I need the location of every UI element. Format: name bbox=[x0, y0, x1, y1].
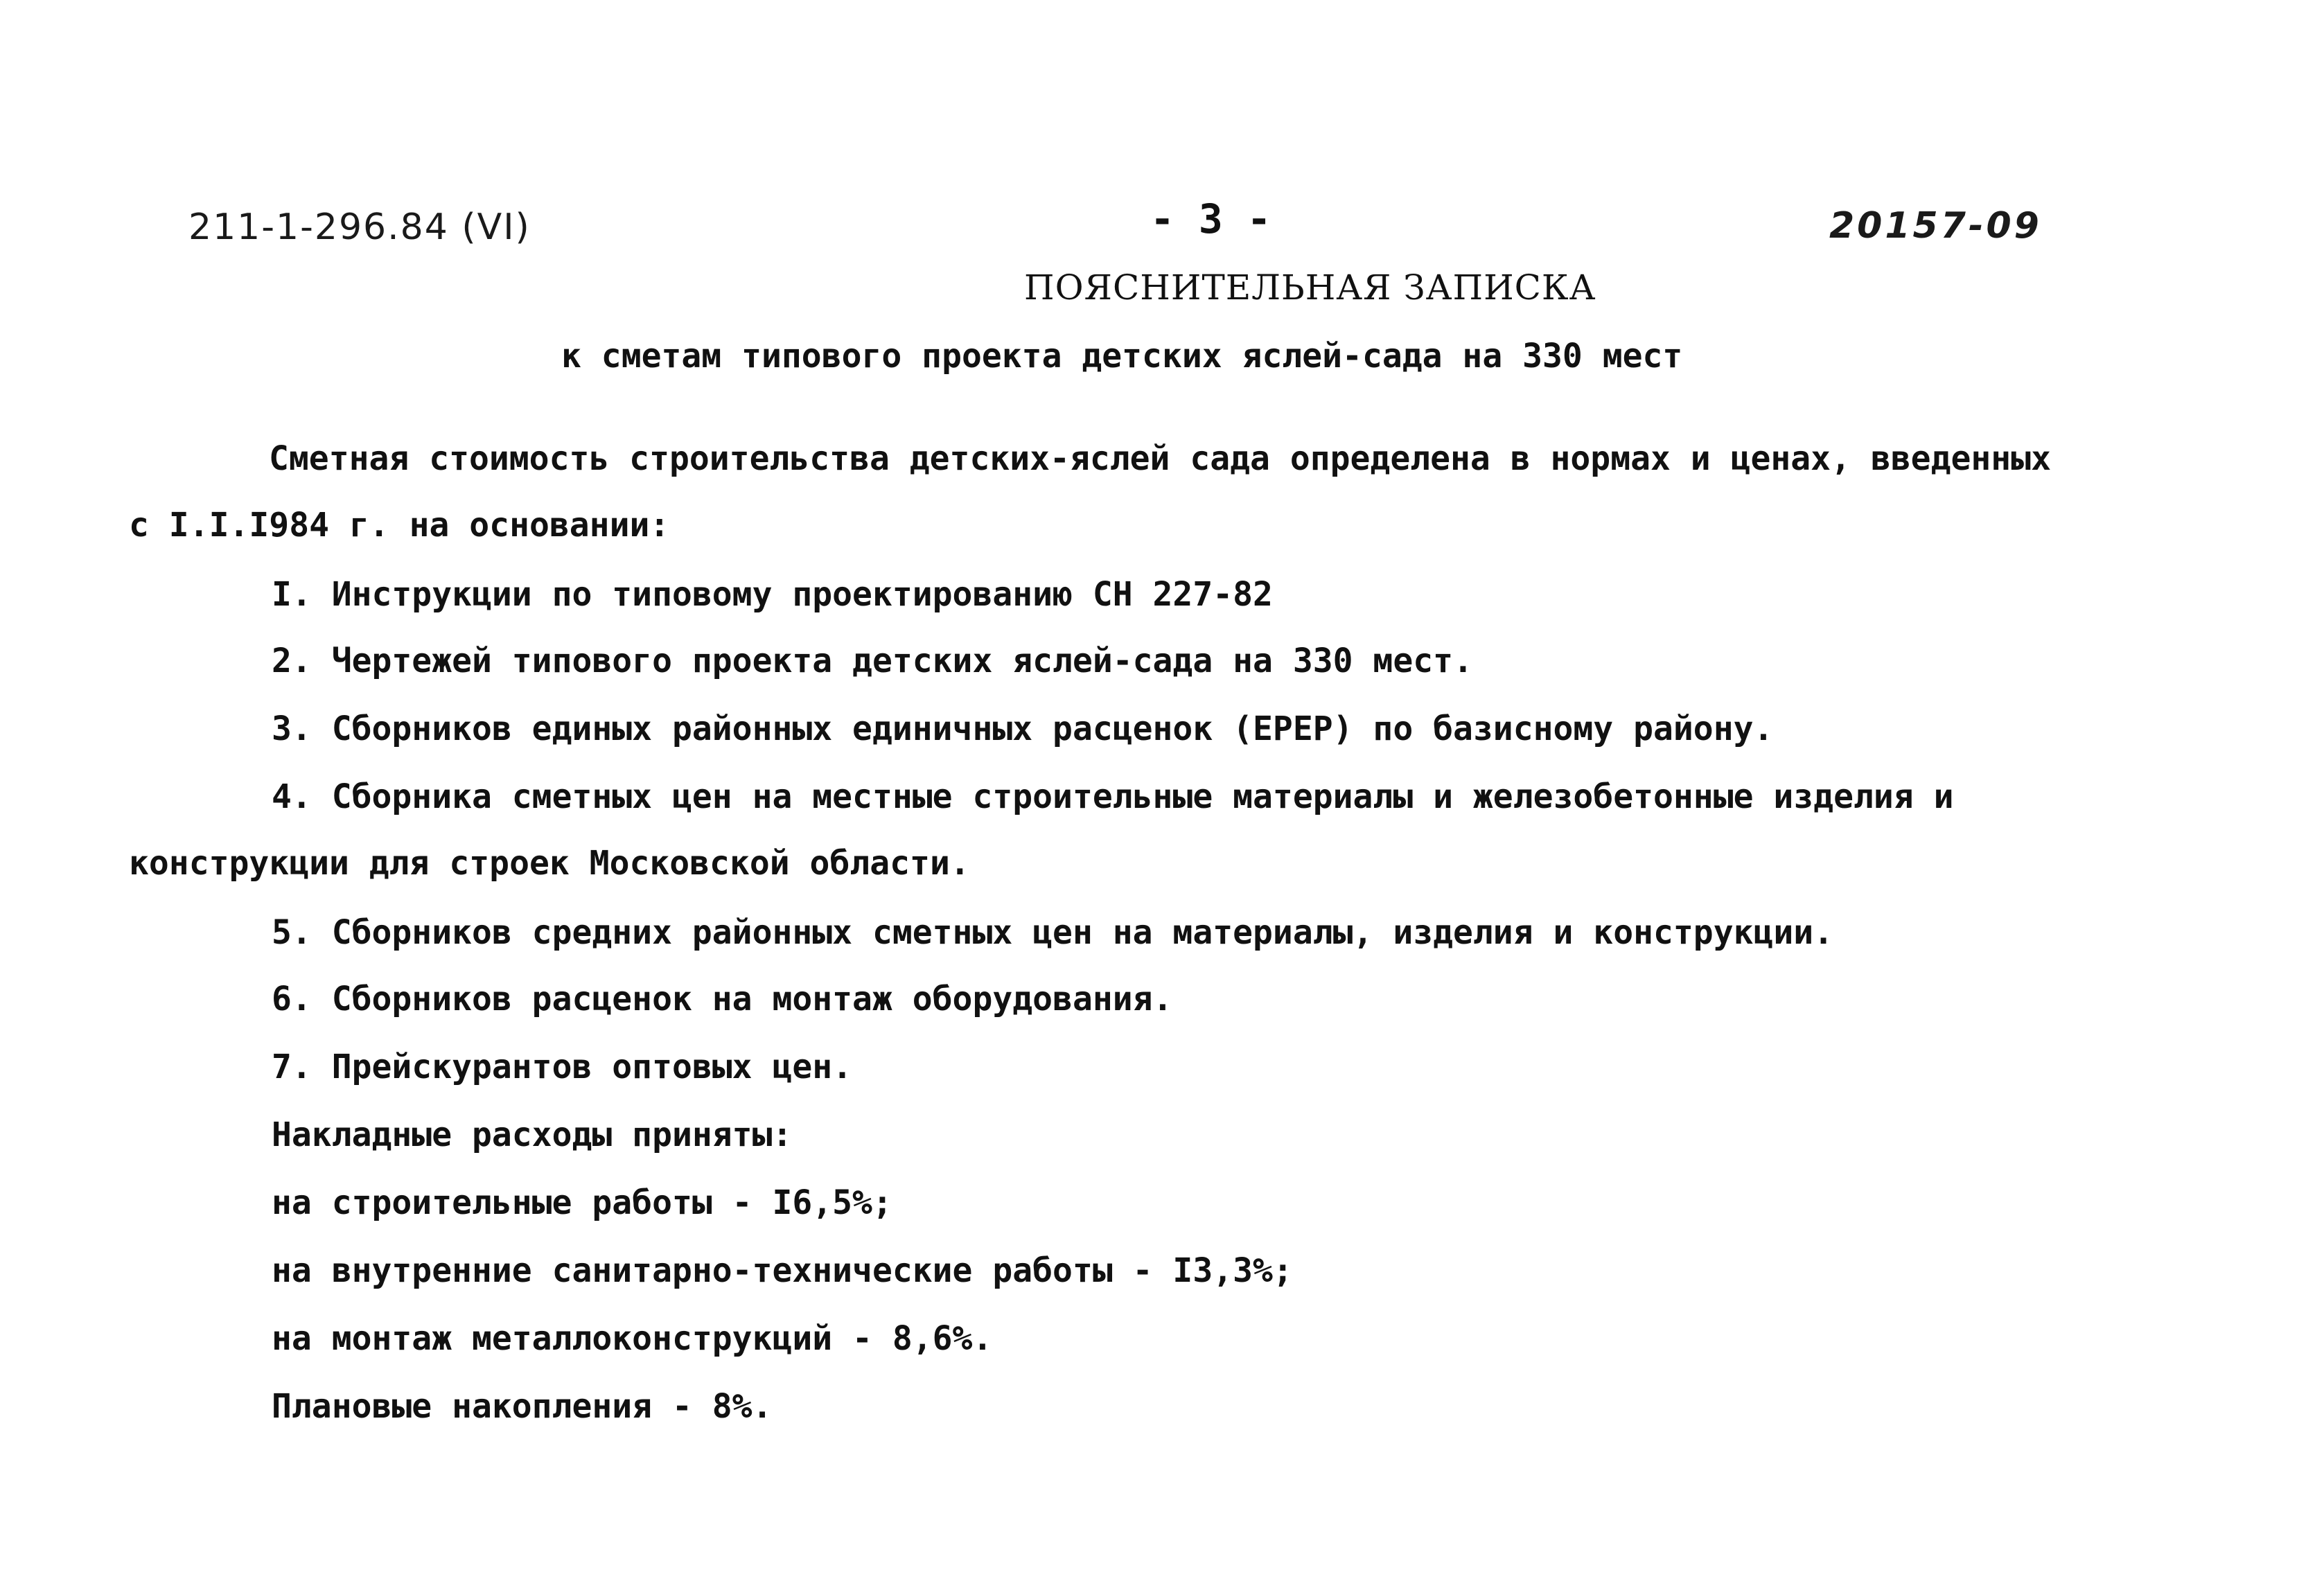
overhead-sanitary: на внутренние санитарно-технические работы - I3,3%; bbox=[272, 1251, 1293, 1290]
list-item-1: I. Инструкции по типовому проектированию СН 227-82 bbox=[272, 575, 1273, 614]
list-item-4-line-1: 4. Сборника сметных цен на местные строительные материалы и железобетонные изделия и bbox=[272, 777, 1954, 816]
list-item-7: 7. Прейскурантов оптовых цен. bbox=[272, 1048, 853, 1086]
overhead-construction: на строительные работы - I6,5%; bbox=[272, 1183, 892, 1222]
archive-number-handwritten: 20157-09 bbox=[1829, 205, 2042, 247]
list-item-4-line-2: конструкции для строек Московской области. bbox=[129, 844, 970, 883]
list-item-3: 3. Сборников единых районных единичных расценок (ЕРЕР) по базисному району. bbox=[272, 709, 1774, 748]
planned-savings: Плановые накопления - 8%. bbox=[272, 1387, 773, 1426]
intro-line-1: Сметная стоимость строительства детских-яслей сада определена в нормах и ценах, введенных bbox=[269, 439, 2051, 478]
overhead-title: Накладные расходы приняты: bbox=[272, 1115, 793, 1154]
intro-line-2: с I.I.I984 г. на основании: bbox=[129, 506, 670, 545]
list-item-2: 2. Чертежей типового проекта детских яслей-сада на 330 мест. bbox=[272, 642, 1473, 680]
document-subtitle: к сметам типового проекта детских яслей-сада на 330 мест bbox=[561, 337, 1683, 376]
list-item-6: 6. Сборников расценок на монтаж оборудования. bbox=[272, 980, 1173, 1018]
document-title: ПОЯСНИТЕЛЬНАЯ ЗАПИСКА bbox=[1024, 267, 1596, 308]
page-number: - 3 - bbox=[1150, 195, 1271, 242]
document-code-handwritten: 211-1-296.84 (VI) bbox=[188, 206, 531, 248]
list-item-5: 5. Сборников средних районных сметных цен на материалы, изделия и конструкции. bbox=[272, 913, 1834, 952]
overhead-metal: на монтаж металлоконструкций - 8,6%. bbox=[272, 1319, 993, 1358]
